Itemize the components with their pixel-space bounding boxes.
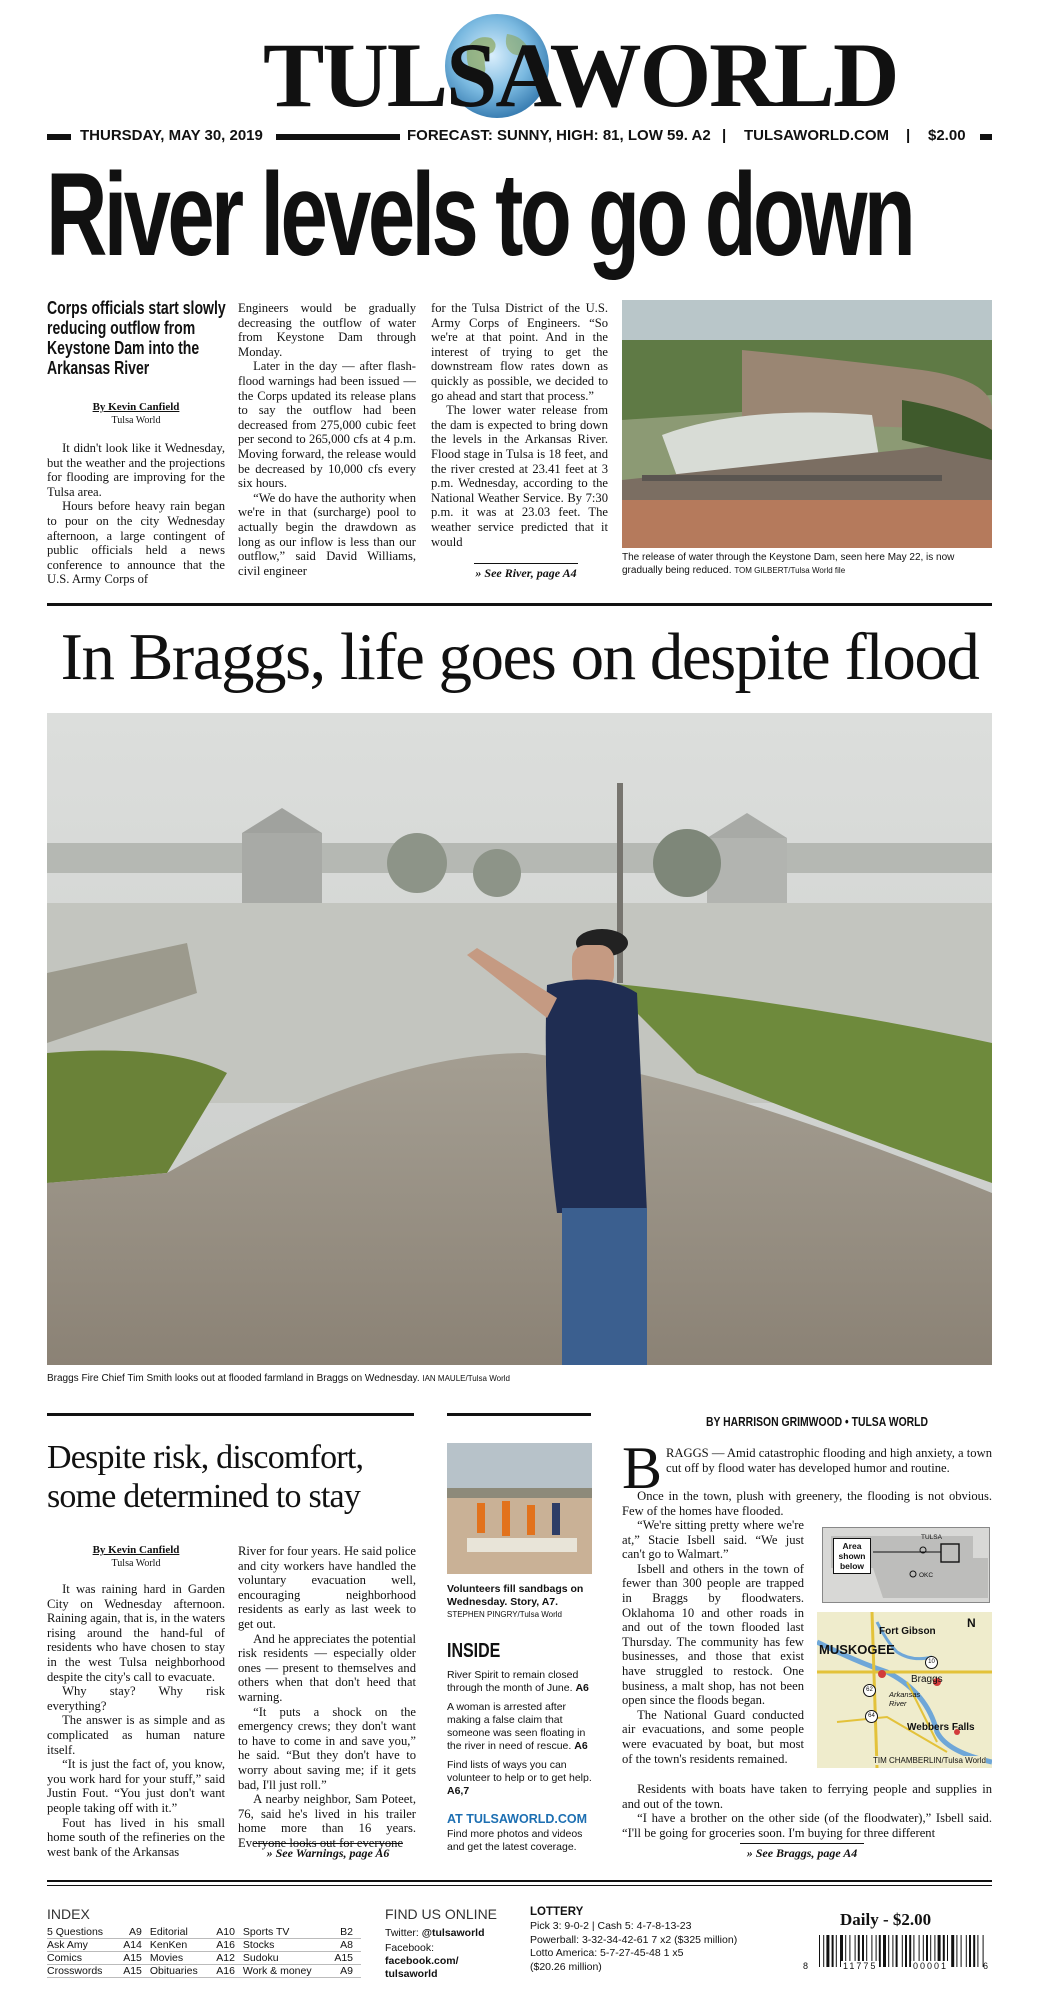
lead-headline: River levels to go down	[46, 149, 913, 281]
dateline-site[interactable]: TULSAWORLD.COM	[744, 127, 889, 144]
locator-map	[817, 1612, 992, 1768]
inside-item[interactable]: A woman is arrested after making a false claim that someone was seen floating in the river in need of rescue. A6	[447, 1701, 588, 1752]
lead-col2-p1: Engineers would be gradually decreasing the outflow of water from Keystone Dam through Monday.	[238, 301, 416, 359]
index-title: INDEX	[47, 1906, 90, 1922]
facebook-line[interactable]: Facebook: facebook.com/ tulsaworld	[385, 1942, 459, 1980]
story2-column-1: It was raining hard in Garden City on Wednesday afternoon. Raining again, that is, in the waters rising around the hand-ful of residents who have chosen to stay in the west Tulsa neighborhood despite the city's call to evacuate. Why stay? Why risk everything? The answer is as simple and as complicated as human nature itself. “It is just the fact of, you know, you work hard for your stuff,” said Justin Fout. “You just don't want people taking off with it.” Fout has lived in his small home south of the refineries on the west bank of the Arkansas	[47, 1582, 225, 1859]
index-entry-name[interactable]: Stocks	[243, 1939, 329, 1952]
index-entry-name[interactable]: Obituaries	[150, 1965, 211, 1978]
index-entry-page: A9	[118, 1926, 150, 1939]
barcode-bar	[896, 1935, 898, 1967]
index-entry-page: A10	[211, 1926, 243, 1939]
story3-p1: Once in the town, plush with greenery, the flooding is not obvious. Few of the homes have flooded.	[622, 1489, 992, 1518]
barcode-bar	[826, 1935, 829, 1967]
masthead	[0, 0, 1039, 145]
barcode	[803, 1935, 989, 1971]
lead-deck: Corps officials start slowly reducing outflow from Keystone Dam into the Arkansas River	[47, 298, 226, 378]
brand-wordmark	[263, 24, 898, 126]
barcode-mid-2: 00001	[913, 1961, 949, 1971]
section-rule-1	[47, 603, 992, 606]
index-entry-name[interactable]: Crosswords	[47, 1965, 118, 1978]
lead-col3-p2: The lower water release from the dam is expected to bring down the levels in the Arkansas River. Flood stage in Tulsa is 18 feet, and the river crested at 23.41 feet at 3 p.m. Wednesday, according to the National Weather Service. By 7:30 p.m. it was at 23.03 feet. The weather service predicted that it would	[431, 403, 608, 549]
dateline-forecast: FORECAST: SUNNY, HIGH: 81, LOW 59. A2	[407, 127, 711, 144]
map-highway-62: 62	[863, 1684, 876, 1697]
index-entry-page: B2	[329, 1926, 361, 1939]
dateline-price: $2.00	[928, 127, 966, 144]
sandbag-photo	[447, 1443, 592, 1574]
barcode-left-digit: 8	[803, 1961, 809, 1971]
barcode-bar	[973, 1935, 975, 1967]
barcode-bar	[836, 1935, 837, 1967]
index-entry-name[interactable]: KenKen	[150, 1939, 211, 1952]
barcode-bar	[888, 1935, 889, 1967]
sidebar-rule	[447, 1413, 591, 1416]
sandbag-caption: Volunteers fill sandbags on Wednesday. Story, A7. STEPHEN PINGRY/Tulsa World	[447, 1583, 584, 1619]
dateline-rule-left	[47, 134, 71, 140]
index-entry-name[interactable]: Ask Amy	[47, 1939, 118, 1952]
locator-map-inset	[822, 1527, 990, 1603]
index-entry-name[interactable]: Editorial	[150, 1926, 211, 1939]
brand-left: TULSA	[263, 24, 550, 126]
dateline-rule-right	[980, 134, 992, 140]
index-entry-page: A16	[211, 1965, 243, 1978]
online-text: Find more photos and videos and get the latest coverage.	[447, 1828, 583, 1853]
dateline-sep-1: |	[722, 127, 727, 144]
barcode-bar	[977, 1935, 978, 1967]
story2-headline: Despite risk, discomfort, some determined to stay	[47, 1439, 364, 1515]
lead-column-3	[431, 301, 608, 549]
footer-rule-2	[47, 1885, 992, 1886]
story3-tail: Residents with boats have taken to ferrying people and supplies in and out of the town. “I have a brother on the other side (of the floodwater),” Isbell said. “I'll be going for groceries soon. I'm buying for three different	[622, 1782, 992, 1840]
north-arrow-icon: N	[967, 1616, 976, 1630]
index-row	[47, 1926, 361, 1939]
index-row	[47, 1965, 361, 1978]
dateline-rule-mid	[276, 134, 400, 140]
feature-photo	[47, 713, 992, 1365]
lead-col2-p3: “We do have the authority when we're in that (surcharge) pool to actually begin the drawdown as long as our inflow is less than our outflow,” said David Williams, civil engineer	[238, 490, 416, 578]
barcode-bar	[966, 1935, 967, 1967]
index-entry-page: A9	[329, 1965, 361, 1978]
story2-byline: By Kevin Canfield Tulsa World	[92, 1544, 180, 1569]
index-entry-name[interactable]: Sports TV	[243, 1926, 329, 1939]
find-online-title: FIND US ONLINE	[385, 1906, 498, 1922]
lead-byline: By Kevin Canfield Tulsa World	[92, 401, 180, 426]
barcode-bar	[892, 1935, 893, 1967]
story2-rule	[47, 1413, 414, 1416]
map-label-tulsa: TULSA	[921, 1534, 942, 1541]
index-entry-page: A12	[211, 1952, 243, 1965]
dam-photo	[622, 300, 992, 548]
barcode-bar	[956, 1935, 957, 1967]
barcode-bar	[819, 1935, 820, 1967]
map-credit: TIM CHAMBERLIN/Tulsa World	[873, 1756, 986, 1765]
inside-list	[447, 1669, 595, 1798]
map-label-river: Arkansas River	[889, 1690, 921, 1708]
index-entry-page: A16	[211, 1939, 243, 1952]
index-entry-page: A8	[329, 1939, 361, 1952]
story3-jump-link[interactable]: » See Braggs, page A4	[740, 1843, 864, 1861]
map-highway-10: 10	[925, 1656, 938, 1669]
story3-lead: RAGGS — Amid catastrophic flooding and high anxiety, a town cut off by flood water has developed humor and routine.	[666, 1446, 992, 1475]
inside-item[interactable]: River Spirit to remain closed through the month of June. A6	[447, 1669, 589, 1694]
lead-column-1	[47, 441, 225, 587]
lead-col2-p2: Later in the day — after flash-flood warnings had been issued — the Corps updated its release plans to say the outflow had been decreased from 275,000 cubic feet per second to 265,000 cfs at 4 p.m. Moving forward, the release would be decreased by 10,000 cfs every six hours.	[238, 359, 416, 491]
dateline-sep-2: |	[906, 127, 911, 144]
dateline-date: THURSDAY, MAY 30, 2019	[80, 127, 263, 144]
lead-column-2	[238, 301, 416, 578]
index-entry-name[interactable]: Work & money	[243, 1965, 329, 1978]
twitter-line[interactable]: Twitter: @tulsaworld	[385, 1927, 485, 1939]
barcode-bar	[905, 1935, 907, 1967]
barcode-bar	[902, 1935, 903, 1967]
inside-item[interactable]: Find lists of ways you can volunteer to help or to get help. A6,7	[447, 1759, 592, 1797]
barcode-bar	[832, 1935, 834, 1967]
index-entry-name[interactable]: Movies	[150, 1952, 211, 1965]
story3-byline: BY HARRISON GRIMWOOD • TULSA WORLD	[706, 1414, 929, 1429]
lead-jump-link[interactable]: » See River, page A4	[474, 563, 578, 581]
index-entry-page: A15	[329, 1952, 361, 1965]
story2-jump-link[interactable]: » See Warnings, page A6	[253, 1843, 403, 1861]
dam-photo-caption: The release of water through the Keystone Dam, seen here May 22, is now gradually being reduced. TOM GILBERT/Tulsa World file	[622, 552, 955, 576]
index-entry-name[interactable]: Comics	[47, 1952, 118, 1965]
barcode-right-digit: 6	[983, 1961, 989, 1971]
index-entry-page: A15	[118, 1952, 150, 1965]
map-highway-64: 64	[865, 1710, 878, 1723]
barcode-mid-1: 11775	[843, 1961, 878, 1971]
map-label-webbers-falls: Webbers Falls	[907, 1722, 975, 1733]
map-label-braggs: Braggs	[911, 1674, 943, 1685]
brand-right: WORLD	[549, 24, 898, 126]
barcode-bar	[961, 1935, 962, 1967]
index-entry-name[interactable]: 5 Questions	[47, 1926, 118, 1939]
story3-column: “We're sitting pretty where we're at,” Stacie Isbell said. “We just can't go to Walmart.” Isbell and others in the town of fewer than 300 people are trapped in Braggs by floodwaters. Oklahoma 10 and other roads in and out of the town flooded last Thursday. The community has few businesses, and those that exist have struggled to restock. One business, a malt shop, has not been open since the floods began. The National Guard conducted air evacuations, and some people were evacuated by boat, but most of the town's residents remained.	[622, 1518, 804, 1766]
lead-col3-p1: for the Tulsa District of the U.S. Army Corps of Engineers. “So we're at that point. And in the interest of trying to get the downstream flow rates down as quickly as possible, we decided to go ahead and start that process.”	[431, 301, 608, 403]
map-label-okc: OKC	[919, 1572, 934, 1579]
story3-dropcap: B	[622, 1435, 663, 1501]
footer-rule	[47, 1880, 992, 1882]
lead-col1-p1: It didn't look like it Wednesday, but the weather and the projections for flooding are improving for the Tulsa area.	[47, 441, 225, 499]
barcode-bar	[823, 1935, 824, 1967]
map-label-muskogee: MUSKOGEE	[819, 1642, 895, 1657]
index-row	[47, 1952, 361, 1965]
barcode-bar	[883, 1935, 886, 1967]
index-entry-name[interactable]: Sudoku	[243, 1952, 329, 1965]
map-inset-label: Area shown below	[833, 1538, 871, 1574]
index-table	[47, 1926, 361, 1978]
index-entry-page: A15	[118, 1965, 150, 1978]
feature-headline: In Braggs, life goes on despite flood	[60, 620, 979, 694]
map-label-fort-gibson: Fort Gibson	[879, 1626, 936, 1637]
daily-price: Daily - $2.00	[840, 1910, 932, 1929]
index-entry-page: A14	[118, 1939, 150, 1952]
barcode-bar	[951, 1935, 954, 1967]
inside-title: INSIDE	[447, 1640, 501, 1662]
lottery-title: LOTTERY	[530, 1906, 584, 1918]
feature-photo-caption: Braggs Fire Chief Tim Smith looks out at flooded farmland in Braggs on Wednesday. IAN MAULE/Tulsa World	[47, 1373, 510, 1384]
barcode-bar	[969, 1935, 971, 1967]
lottery-results: Pick 3: 9-0-2 | Cash 5: 4-7-8-13-23 Powerball: 3-32-34-42-61 7 x2 ($325 million) Lotto America: 5-7-27-45-48 1 x5 ($20.26 million)	[530, 1920, 738, 1973]
index-row	[47, 1939, 361, 1952]
online-title[interactable]: AT TULSAWORLD.COM	[447, 1812, 588, 1826]
lead-col1-p2: Hours before heavy rain began to pour on the city Wednesday afternoon, a large contingent of public officials held a news conference to announce that the U.S. Army Corps of	[47, 499, 225, 587]
story2-column-2: River for four years. He said police and city workers have handled the voluntary evacuation well, encouraging neighborhood residents as early as last week to get out. And he appreciates the potential risk residents — especially older ones — present to themselves and others when that don't heed that warning. “It puts a shock on the emergency crews; they don't want to have to come in and save you,” he said. “But they don't have to worry about saving me; if it gets bad, I'll just roll.” A nearby neighbor, Sam Poteet, 76, said he's lived in his trailer home more than 16 years. Everyone looks out for everyone	[238, 1544, 416, 1850]
